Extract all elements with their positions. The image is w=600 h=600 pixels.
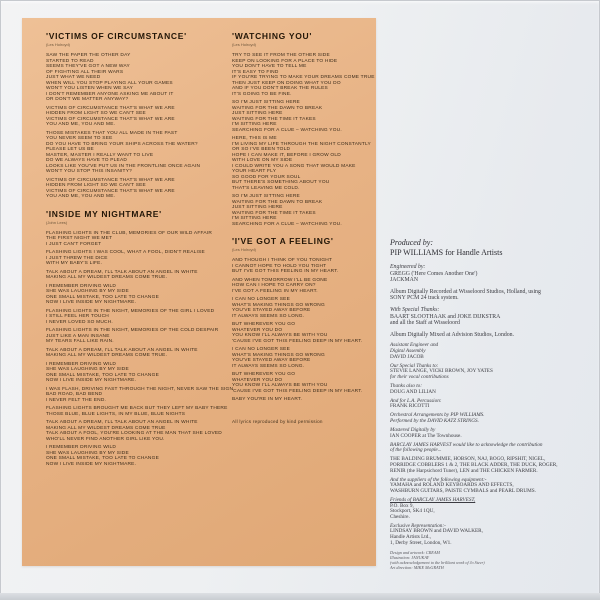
credit-line: BAART SLOOTHAAK and JOKE DIJKSTRA	[390, 313, 501, 320]
lyric-line: SHE WAS LAUGHING BY MY SIDE	[46, 367, 129, 372]
lyric-line: HOW CAN I HOPE TO CARRY ON?	[232, 283, 316, 288]
lyric-line: SAW THE PAPER THE OTHER DAY	[46, 53, 131, 58]
credits-block	[390, 413, 596, 424]
song-title: 'VICTIMS OF CIRCUMSTANCE'	[46, 31, 187, 41]
lyric-stanza	[46, 53, 228, 103]
lyric-line: STARTED TO READ	[46, 58, 94, 64]
credit-line: Mastered Digitally by	[390, 426, 436, 433]
lyric-line: IT'S EASY TO FIND	[232, 69, 279, 75]
credit-line: Handle Artists Ltd.,	[390, 533, 431, 540]
song-title: 'INSIDE MY NIGHTMARE'	[46, 208, 162, 219]
credit-line: And the suppliers of the following equipment:-	[390, 476, 487, 483]
lyric-line: I NEVER LOVED SO MUCH.	[46, 319, 113, 325]
lyric-line: SO I'M JUST SITTING HERE	[232, 194, 300, 199]
lyrics-column-1	[232, 18, 374, 424]
lyric-line: WITH LOVE ON MY SIDE	[232, 158, 293, 163]
lyric-stanza	[46, 178, 228, 200]
lyric-line: FLASHING LIGHTS I WAS COOL, WHAT A FOOL, DIDN'T REALISE	[46, 250, 205, 255]
credit-line: Thanks also to:	[390, 382, 422, 389]
credits-block	[390, 307, 596, 327]
lyric-line: I REMEMBER DRIVING WILD	[46, 283, 117, 289]
lyric-line: FLASHING LIGHTS BROUGHT ME BACK BUT THEY LEFT MY BABY THERE	[46, 406, 228, 411]
lyric-line: I CANNOT HOPE TO HOLD YOU TIGHT	[232, 263, 327, 269]
lyric-line: WAITING FOR THE DAWN TO BREAK	[232, 199, 323, 205]
credits-block	[390, 457, 596, 474]
credit-line: STEVIE LANGE, VICKI BROWN, JOY YATES	[390, 368, 493, 375]
lyric-line: THOSE BLUE, BLUE LIGHTS, IN MY BLUE, BLUE NIGHTS	[46, 411, 186, 417]
lyric-line: I'M LIVING MY LIFE THROUGH THE NIGHT CONSTANTLY	[232, 141, 371, 147]
song	[232, 237, 374, 403]
song-writer-credit: (John Lees)	[46, 219, 68, 225]
lyric-line: HIDDEN FROM LIGHT SO WE CAN'T SEE	[46, 183, 146, 188]
credit-line: Digital Assembly	[390, 347, 426, 354]
credit-line: Art direction: MIKE McGRATH	[390, 564, 444, 570]
credit-line: THE BALDING BRUMMIE, HOBSON, NAJ, BOGO, RIPSHIT, NIGEL,	[390, 456, 546, 463]
credit-line: YAMAHA and ROLAND KEYBOARDS AND EFFECTS,	[390, 482, 514, 489]
lyric-line: DO YOU HAVE TO BRING YOUR SHIPS ACROSS THE WATER?	[46, 141, 198, 147]
lyric-line: WHAT'S MAKING THINGS GO WRONG	[232, 302, 325, 308]
credit-line: Engineered by:	[390, 264, 426, 270]
credits-block	[390, 238, 596, 257]
lyric-line: BUT WHEREVER YOU GO	[232, 372, 296, 377]
lyric-line: WHAT'S MAKING THINGS GO WRONG	[232, 352, 325, 358]
lyric-line: WHATEVER YOU DO	[232, 377, 283, 383]
lyric-line: WHATEVER YOU DO	[232, 327, 283, 333]
credits-block	[390, 332, 596, 339]
credit-line: WASHBURN GUITARS, PAISTE CYMBALS and PEARL DRUMS.	[390, 487, 536, 494]
lyric-line: TALK ABOUT A DREAM, I'LL TALK ABOUT AN ANGEL IN WHITE	[46, 420, 198, 425]
lyric-line: JUST WHAT WE NEED	[46, 75, 101, 80]
lyric-stanza	[232, 194, 374, 227]
lyric-stanza	[232, 278, 374, 295]
lyric-line: 'CAUSE I'VE GOT THIS FEELING DEEP IN MY HEART.	[232, 338, 363, 344]
lyric-line: YOU AND ME, YOU AND ME.	[46, 122, 116, 127]
lyric-line: JUST LIKE A MAN INSANE	[46, 333, 110, 339]
lyric-stanza	[46, 231, 228, 248]
lyric-line: ONE SMALL MISTAKE, TOO LATE TO CHANGE	[46, 294, 159, 300]
lyric-stanza	[232, 258, 374, 275]
song-title: 'WATCHING YOU'	[232, 31, 313, 41]
lyric-line: WAITING FOR THE TIME IT TAKES	[232, 116, 316, 122]
song	[46, 208, 234, 468]
credit-line: PORRIDGE COBBLERS 1 & 2, THE BLACK ADDER, THE DUCK, ROGER,	[390, 461, 558, 468]
lyric-line: YOU'VE STAYED AWAY BEFORE	[232, 308, 311, 313]
credits-block	[390, 478, 596, 495]
credits-block	[390, 498, 596, 520]
credit-line: and all the Staff at Wisseloord	[390, 320, 460, 327]
credit-line: Album Digitally Recorded at Wisseloord Studios, Holland, using	[390, 288, 541, 295]
lyric-stanza	[46, 106, 228, 128]
lyric-line: SEARCHING FOR A CLUE – WATCHING YOU.	[232, 221, 342, 227]
lyric-line: I JUST CAN'T FORGET	[46, 241, 102, 247]
lyric-line: BAD ROAD, BAD BEND	[46, 392, 103, 397]
credit-line: RENIR (the Harpsichord Tuner), LEN and THE CHICKEN FARMER.	[390, 467, 538, 474]
lyric-line: TRY TO SEE IT FROM THE OTHER SIDE	[232, 53, 330, 58]
lyric-line: I STILL FEEL HER TOUCH	[46, 314, 109, 319]
lyric-line: JUST SITTING HERE	[232, 111, 283, 116]
lyric-line: WAITING FOR THE DAWN TO BREAK	[232, 105, 323, 111]
lyric-line: I REMEMBER DRIVING WILD	[46, 361, 117, 367]
credit-line: PIP WILLIAMS for Handle Artists	[390, 247, 503, 257]
song-writer-credit: (Les Holroyd)	[46, 42, 71, 47]
lyric-line: I WAS FLASH, DRIVING FAST THROUGH THE NIGHT, NEVER SAW THE SIGN	[46, 386, 234, 392]
lyric-line: MAKING ALL MY WILDEST DREAMS COME TRUE.	[46, 275, 168, 280]
credit-line: 1, Derby Street, London, W1.	[390, 539, 452, 546]
song	[232, 32, 374, 227]
lyric-line: I NEVER FELT THE END.	[46, 397, 107, 403]
credit-line: GREGG ('Here Comes Another One')	[390, 270, 478, 277]
lyric-stanza	[46, 362, 228, 384]
lyric-line: AND THOUGH I THINK OF YOU TONIGHT	[232, 258, 333, 263]
credit-line: Stockport, SK4 1QU,	[390, 508, 435, 515]
lyric-stanza	[232, 397, 374, 403]
credits-block	[390, 289, 596, 302]
lyric-line: I'VE GOT A FEELING IN MY HEART.	[232, 288, 318, 294]
credit-line: SONY PCM 24 track system.	[390, 295, 459, 302]
lyric-line: SO I'M JUST SITTING HERE	[232, 100, 300, 105]
lyric-line: DO WE ALWAYS HAVE TO PLEAD	[46, 158, 128, 163]
lyric-line: TALK ABOUT A DREAM, I'LL TALK ABOUT AN ANGEL IN WHITE	[46, 269, 198, 275]
credit-line: Design and artwork: CREAM	[390, 549, 440, 555]
lyric-line: MAKING ALL MY WILDEST DREAMS COME TRUE.	[46, 353, 168, 358]
lyric-line: HERE, THIS IS ME	[232, 136, 277, 141]
credit-line: (with acknowledgement to the brilliant work of Jo Steer)	[390, 559, 485, 565]
lyric-line: NOW I LIVE INSIDE MY NIGHTMARE.	[46, 378, 137, 383]
lyric-line: BUT THERE'S SOMETHING ABOUT YOU	[232, 180, 330, 185]
lyric-line: I REMEMBER DRIVING WILD	[46, 445, 117, 450]
lyric-line: I CAN NO LONGER SEE	[232, 297, 291, 302]
lyric-line: IT ALWAYS SEEMS SO LONG.	[232, 313, 305, 319]
credit-line: FRANK RICOTTI	[390, 403, 430, 410]
lyric-line: THEN JUST KEEP ON DOING WHAT YOU DO	[232, 80, 341, 86]
lyrics-column-0	[46, 18, 234, 470]
credit-line: DOUG AND LILIAN	[390, 388, 436, 395]
credits-block	[390, 524, 596, 546]
lyric-stanza	[232, 372, 374, 394]
lyric-stanza	[46, 131, 228, 175]
credit-line: Performed by the DAVID KATZ STRINGS.	[390, 417, 479, 424]
credit-line: Album Digitally Mixed at Advision Studios, London.	[390, 331, 514, 338]
credit-line: And for L.A. Percussion:	[390, 397, 442, 404]
lyric-stanza	[46, 406, 228, 417]
credits-block	[390, 364, 596, 381]
lyric-line: FLASHING LIGHTS IN THE CLUB, MEMORIES OF OUR WILD AFFAIR	[46, 230, 213, 236]
lyric-line: IF YOU'RE TRYING TO MAKE YOUR DREAMS COME TRUE	[232, 75, 375, 80]
lyric-line: VICTIMS OF CIRCUMSTANCE THAT'S WHAT WE ARE	[46, 188, 175, 194]
lyric-line: PLEASE LET US BE	[46, 147, 94, 152]
song-title: 'I'VE GOT A FEELING'	[232, 236, 334, 246]
lyric-line: VICTIMS OF CIRCUMSTANCE THAT'S WHAT WE ARE	[46, 177, 175, 183]
lyric-line: I JUST THREW THE DICE	[46, 255, 108, 261]
lyric-line: SEARCHING FOR A CLUE – WATCHING YOU.	[232, 127, 342, 133]
lyric-line: FLASHING LIGHTS IN THE NIGHT, MEMORIES OF THE GIRL I LOVED	[46, 308, 215, 314]
song	[46, 32, 228, 200]
lyric-line: ONE SMALL MISTAKE, TOO LATE TO CHANGE	[46, 456, 159, 461]
lyric-line: YOUR HEART FLY	[232, 169, 277, 174]
lyric-stanza	[232, 322, 374, 344]
credit-line: Our Special Thanks to:	[390, 362, 439, 369]
lyric-line: YOU'VE STAYED AWAY BEFORE	[232, 358, 311, 363]
credit-line: DAVID JACOB	[390, 353, 424, 360]
lyric-line: OR SO I'VE BEEN TOLD	[232, 147, 291, 152]
lyric-line: WITH MY BABY'S LIFE.	[46, 261, 103, 266]
lyric-line: I CAN NO LONGER SEE	[232, 347, 291, 352]
credit-line: LINDSAY BROWN and DAVID WALKER,	[390, 528, 483, 535]
lyric-stanza	[232, 53, 374, 97]
lyric-stanza	[46, 309, 228, 326]
lyric-line: WON'T YOU STOP THIS INSANITY?	[46, 169, 133, 174]
lyric-stanza	[46, 250, 228, 267]
lyric-stanza	[46, 328, 228, 345]
lyric-line: IT ALWAYS SEEMS SO LONG.	[232, 363, 305, 369]
lyric-line: LOOKS LIKE YOU'VE PUT US IN THE FRONTLINE ONCE AGAIN	[46, 163, 201, 169]
lyric-line: BABY YOU'RE IN MY HEART.	[232, 397, 303, 402]
lyric-stanza	[46, 445, 228, 467]
credit-line: Produced by:	[390, 238, 434, 247]
lyric-line: TALK ABOUT A DREAM, I'LL TALK ABOUT AN ANGEL IN WHITE	[46, 347, 198, 353]
lyric-line: WHEN WILL YOU STOP PLAYING ALL YOUR GAMES	[46, 80, 173, 86]
credit-line: BARCLAY JAMES HARVEST would like to acknowledge the contribution	[390, 441, 543, 448]
lyric-line: OR DON'T WE MATTER ANYWAY?	[46, 97, 129, 102]
lyric-line: AND IF YOU DON'T BREAK THE RULES	[232, 86, 328, 91]
song-writer-credit: (Les Holroyd)	[232, 247, 257, 252]
lyric-line: YOU DON'T HAVE TO TELL ME	[232, 64, 307, 69]
lyric-line: WHO'LL NEVER FIND ANOTHER GIRL LIKE YOU.	[46, 436, 165, 442]
credits-block	[390, 384, 596, 395]
lyric-line: VICTIMS OF CIRCUMSTANCE THAT'S WHAT WE ARE	[46, 105, 175, 111]
lyric-line: VICTIMS OF CIRCUMSTANCE THAT'S WHAT WE ARE	[46, 116, 175, 122]
credit-line: P.O. Box 9,	[390, 502, 414, 509]
lyric-stanza	[232, 347, 374, 369]
lyric-line: YOU NEVER SEEM TO SEE	[46, 136, 113, 141]
lyric-line: SHE WAS LAUGHING BY MY SIDE	[46, 289, 129, 294]
lyric-line: 'CAUSE I'VE GOT THIS FEELING DEEP IN MY HEART.	[232, 388, 363, 394]
credit-line: of the following people...	[390, 447, 442, 454]
lyric-line: ONE SMALL MISTAKE, TOO LATE TO CHANGE	[46, 372, 159, 378]
lyric-line: YOU KNOW I'LL ALWAYS BE WITH YOU	[232, 333, 328, 338]
lyric-line: IT'S GOING TO BE FINE.	[232, 91, 292, 97]
credit-line: Exclusive Representation:-	[390, 522, 446, 529]
credit-line: for their vocal contributions	[390, 373, 449, 380]
lyric-line: JUST SITTING HERE	[232, 205, 283, 210]
credit-line: JACKMAN	[390, 277, 419, 284]
credits-block	[390, 264, 596, 284]
lyric-line: WON'T YOU LISTEN WHEN WE SAY	[46, 86, 134, 91]
lyric-stanza	[232, 100, 374, 133]
lyric-stanza	[46, 386, 234, 404]
credits-block	[390, 343, 596, 360]
credit-line: Friends of BARCLAY JAMES HARVEST,	[390, 496, 476, 503]
credits-column	[390, 238, 596, 570]
lyric-line: AND WHEN TOMORROW I'LL BE GONE	[232, 277, 328, 283]
lyric-line: MASTER, MASTER I REALLY WANT TO LIVE	[46, 152, 154, 158]
lyric-line: KEEP ON LOOKING FOR A PLACE TO HIDE	[232, 58, 338, 64]
lyric-line: YOU AND ME, YOU AND ME.	[46, 194, 116, 199]
lyric-line: OF FIGHTING ALL THEIR WARS	[46, 69, 124, 75]
lyric-line: TALK ABOUT A FOOL, YOU'RE LOOKING AT THE MAN THAT SHE LOVED	[46, 431, 222, 436]
lyric-line: NOW I LIVE INSIDE MY NIGHTMARE.	[46, 300, 137, 305]
credit-line: Cheshire.	[390, 513, 410, 520]
lyric-stanza	[46, 420, 228, 442]
lyric-line: MY TEARS FALL LIKE RAIN.	[46, 339, 114, 344]
lyric-line: HIDDEN FROM LIGHT SO WE CAN'T SEE	[46, 111, 146, 116]
lyric-line: SO GOOD FOR YOUR SOUL	[232, 174, 301, 180]
credit-line: Assistant Engineer and	[390, 342, 439, 349]
lyric-line: SHE WAS LAUGHING BY MY SIDE	[46, 450, 129, 456]
lyric-line: I'M SITTING HERE	[232, 216, 277, 221]
lyrics-permission-footnote: All lyrics reproduced by kind permission	[232, 418, 323, 424]
credits-block	[390, 399, 596, 410]
lyric-stanza	[232, 297, 374, 319]
lyric-line: THOSE MISTAKES THAT YOU ALL MADE IN THE PAST	[46, 130, 178, 136]
lyric-line: MAKING ALL MY WILDEST DREAMS COME TRUE	[46, 425, 166, 431]
lyric-line: THAT'S LEAVING ME COLD.	[232, 185, 300, 191]
sleeve-bottom-edge	[0, 593, 600, 600]
song-writer-credit: (Les Holroyd)	[232, 42, 257, 47]
credit-line: With Special Thanks:	[390, 306, 440, 313]
lyric-line: HOPE I CAN MAKE IT, BEFORE I GROW OLD	[232, 152, 341, 158]
lyric-stanza	[46, 270, 228, 281]
lyric-line: FLASHING LIGHTS IN THE NIGHT, MEMORIES OF THE COLD DESPAIR	[46, 328, 219, 333]
lyric-line: NOW I LIVE INSIDE MY NIGHTMARE.	[46, 461, 137, 467]
lyric-line: WAITING FOR THE TIME IT TAKES	[232, 210, 316, 216]
credits-block	[390, 428, 596, 439]
lyric-line: I COULD WRITE YOU A SONG THAT WOULD MAKE	[232, 163, 356, 169]
credit-line: Orchestral Arrangements by PIP WILLIAMS.	[390, 412, 485, 419]
credit-line: Illustration: JANUKAY	[390, 554, 429, 560]
credits-block	[390, 550, 596, 570]
credit-line: IAN COOPER at The Townhouse.	[390, 432, 462, 439]
lyric-line: YOU KNOW I'LL ALWAYS BE WITH YOU	[232, 383, 328, 388]
credits-block	[390, 443, 596, 454]
lyric-line: BUT I'VE GOT THIS FEELING IN MY HEART.	[232, 269, 339, 274]
lyric-line: THE FIRST NIGHT WE MET	[46, 236, 113, 241]
lyric-line: I DON'T REMEMBER ANYONE ASKING ME ABOUT IT	[46, 91, 174, 97]
lyric-line: I'M SITTING HERE	[232, 122, 277, 127]
lyric-line: BUT WHEREVER YOU GO	[232, 322, 296, 327]
lyric-line: SEEMS THEY'VE GOT A NEW WAY	[46, 64, 130, 69]
lyrics-panel	[22, 18, 376, 566]
lyric-stanza	[46, 348, 228, 359]
lyric-stanza	[46, 284, 228, 306]
lyric-stanza	[232, 136, 374, 191]
